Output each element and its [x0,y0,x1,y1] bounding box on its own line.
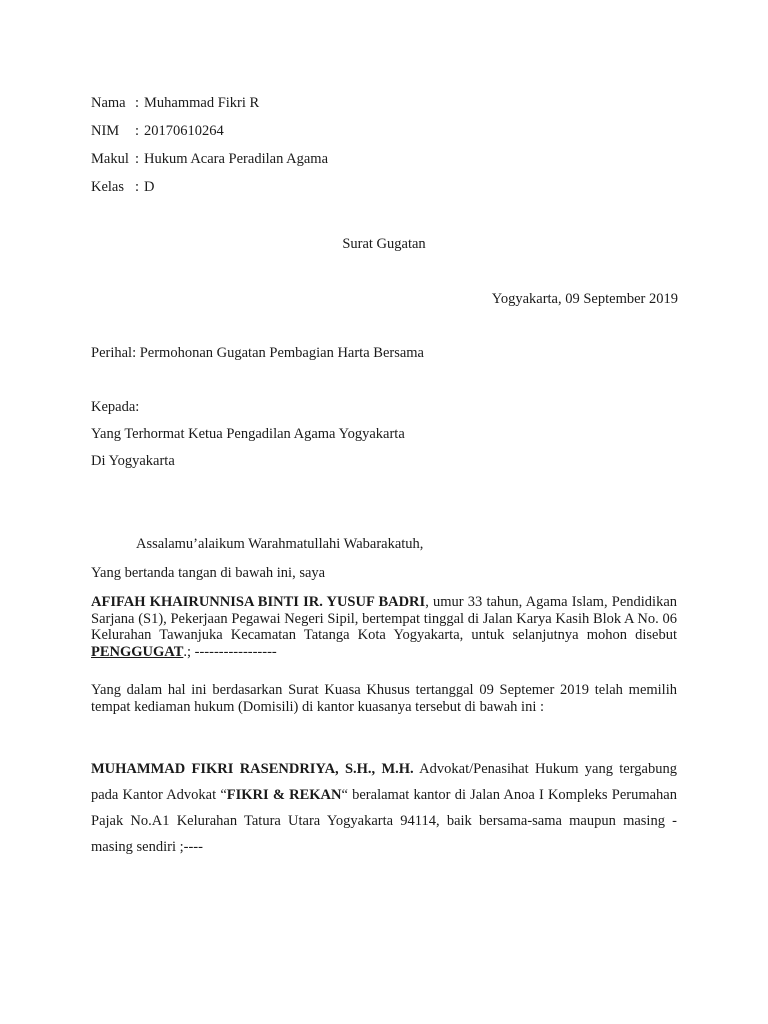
advocate-text-1: Advokat/Penasihat Hukum yang tergabung pada Kantor Advokat “ [91,761,677,803]
advocate-firm: FIKRI & REKAN [226,787,342,803]
makul-label: Makul [91,151,129,167]
greeting: Assalamu’alaikum Warahmatullahi Wabarakatuh, [136,536,424,552]
plaintiff-paragraph [91,594,677,660]
nama-separator: : [135,95,140,111]
advocate-name: MUHAMMAD FIKRI RASENDRIYA, S.H., M.H. [91,761,414,777]
document-date: Yogyakarta, 09 September 2019 [491,291,678,307]
nama-label: Nama [91,95,126,111]
recipient-line2: Di Yogyakarta [91,453,175,469]
plaintiff-name: AFIFAH KHAIRUNNISA BINTI IR. YUSUF BADRI [91,594,426,610]
plaintiff-details: , umur 33 tahun, Agama Islam, Pendidikan Sarjana (S1), Pekerjaan Pegawai Negeri Sipil, bertempat tinggal di Jalan Karya Kasih Blok A No. 06 Kelurahan Tawanjuka Kecamatan Tatanga Kota Yogyakarta, untuk selanjutnya mohon disebut [91,594,678,643]
plaintiff-trail: .; ----------------- [183,643,277,660]
nim-value: 20170610264 [144,123,224,139]
recipient-line1: Yang Terhormat Ketua Pengadilan Agama Yogyakarta [91,426,405,442]
nim-label: NIM [91,123,120,139]
recipient-kepada: Kepada: [91,399,140,415]
perihal-line: Perihal: Permohonan Gugatan Pembagian Harta Bersama [91,345,424,361]
nim-separator: : [135,123,140,139]
advocate-paragraph [91,756,677,860]
power-of-attorney-paragraph: Yang dalam hal ini berdasarkan Surat Kuasa Khusus tertanggal 09 Septemer 2019 telah memilih tempat kediaman hukum (Domisili) di kantor kuasanya tersebut di bawah ini : [91,682,677,715]
kelas-label: Kelas [91,179,125,195]
kelas-separator: : [135,179,140,195]
nama-value: Muhammad Fikri R [144,95,260,111]
advocate-text-2: “ beralamat kantor di Jalan Anoa I Kompleks Perumahan Pajak No.A1 Kelurahan Tatura Utara Yogyakarta 94114, baik bersama-sama maupun masing - masing sendiri ;---- [91,787,677,855]
intro-line: Yang bertanda tangan di bawah ini, saya [91,565,326,581]
plaintiff-role: PENGGUGAT [91,643,184,660]
document-title: Surat Gugatan [342,236,426,252]
kelas-value: D [144,179,155,195]
makul-value: Hukum Acara Peradilan Agama [144,151,329,167]
makul-separator: : [135,151,140,167]
